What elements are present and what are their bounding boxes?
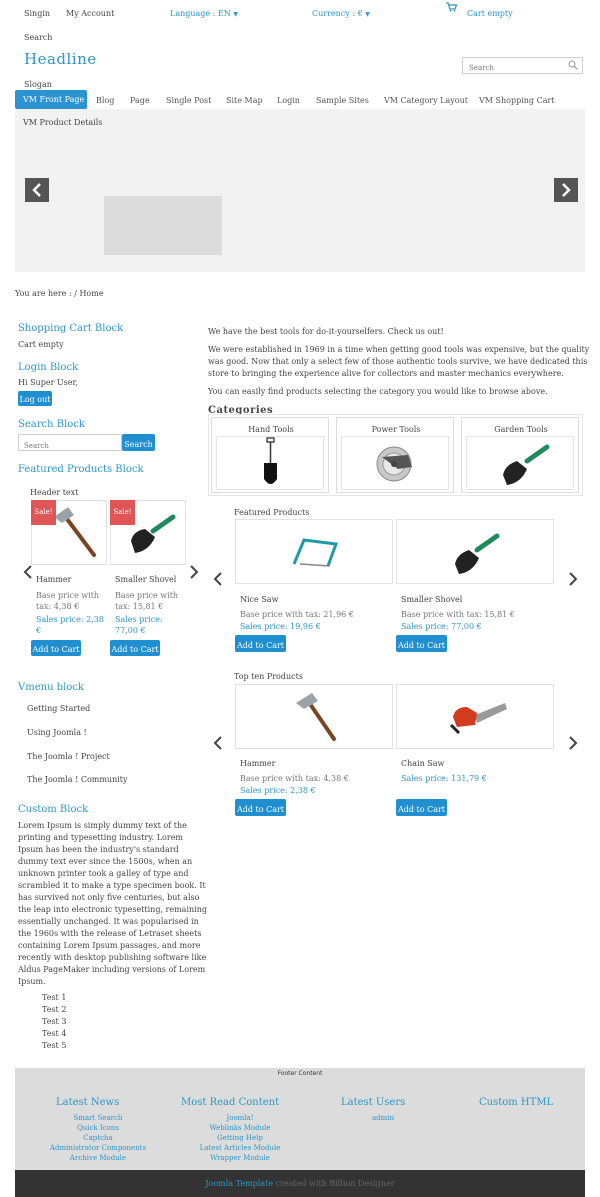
chevron-right-icon[interactable] — [188, 564, 200, 580]
test-list-item: Test 5 — [42, 1041, 67, 1050]
most-read-link[interactable]: Latest Articles Module — [199, 1144, 281, 1152]
credit-link[interactable]: Joomla Template — [205, 1179, 274, 1188]
credit-line — [0, 1179, 600, 1188]
sidebar-product-name[interactable]: Hammer — [36, 575, 72, 584]
custom-html-title: Custom HTML — [479, 1097, 554, 1108]
featured-header-text: Header text — [30, 488, 79, 497]
most-read-link[interactable]: Getting Help — [217, 1134, 263, 1142]
chevron-right-icon — [554, 178, 578, 202]
add-to-cart-button[interactable]: Add to Cart — [396, 635, 447, 652]
search-icon[interactable] — [568, 60, 578, 72]
language-label: Language : EN — [170, 9, 231, 18]
login-greeting: Hi Super User, — [18, 378, 79, 387]
latest-news-link[interactable]: Quick Icons — [77, 1124, 119, 1132]
custom-block-text: Lorem Ipsum is simply dummy text of the printing and typesetting industry. Lorem Ipsum has been the industry's standard dummy text ever since the 1500s, when an unknown printer took a galley of type and scrambled it to make a type specimen book. It has survived not only five centuries, but also the leap into electronic typesetting, remaining essentially unchanged. It was popularised in the 1960s with the release of Letraset sheets containing Lorem Ipsum passages, and more recently with desktop publishing software like Aldus PageMaker including versions of Lorem Ipsum. — [18, 821, 207, 986]
sidebar-product-base-price: Base price with — [36, 591, 100, 600]
latest-news-link[interactable]: Smart Search — [73, 1114, 123, 1122]
nav-item-login[interactable]: Login — [277, 96, 300, 105]
custom-block-title: Custom Block — [18, 804, 89, 815]
breadcrumb-prefix: You are here : — [15, 289, 72, 298]
add-to-cart-button[interactable]: Add to Cart — [396, 799, 447, 816]
chevron-left-icon — [25, 178, 49, 202]
sidebar-product-sales-price-2: € — [36, 626, 42, 635]
cart-status-link[interactable]: Cart empty — [467, 9, 513, 18]
latest-news-link[interactable]: Captcha — [83, 1134, 113, 1142]
cart-icon[interactable] — [446, 2, 457, 14]
featured-products-block-title: Featured Products Block — [18, 464, 144, 475]
category-image — [466, 436, 574, 490]
shopping-cart-block-title: Shopping Cart Block — [18, 323, 124, 334]
sidebar-product-base-price-2: tax: 4,38 € — [36, 602, 80, 611]
category-image — [341, 436, 449, 490]
credit-text: created with Billion Designer — [275, 1179, 395, 1188]
chevron-left-icon[interactable] — [212, 735, 224, 751]
latest-news-title: Latest News — [56, 1097, 120, 1108]
vmenu-item-joomla-project[interactable]: The Joomla ! Project — [27, 752, 110, 761]
product-image-chain-saw[interactable] — [396, 684, 554, 749]
most-read-link[interactable]: Joomla! — [226, 1114, 254, 1122]
test-list-item: Test 1 — [42, 993, 67, 1002]
sidebar-product-base-price: Base price with — [115, 591, 179, 600]
test-list-item: Test 4 — [42, 1029, 67, 1038]
category-garden-tools[interactable] — [461, 417, 579, 493]
signin-link[interactable]: Singin — [24, 9, 51, 18]
sidebar-product-sales-price-2: 77,00 € — [115, 626, 146, 635]
logout-button[interactable]: Log out — [18, 391, 52, 406]
product-image-hammer[interactable] — [235, 684, 393, 749]
image-slider — [15, 109, 585, 272]
nav-item-vm-shopping-cart[interactable]: VM Shopping Cart — [479, 96, 555, 105]
product-sales-price: Sales price: 19,96 € — [240, 622, 321, 631]
cart-block-text: Cart empty — [18, 340, 64, 349]
add-to-cart-button[interactable]: Add to Cart — [235, 799, 286, 816]
sidebar-add-to-cart-button[interactable]: Add to Cart — [110, 640, 160, 656]
product-name[interactable]: Hammer — [240, 759, 276, 768]
currency-label: Currency : € — [312, 9, 363, 18]
language-selector[interactable] — [170, 9, 238, 18]
add-to-cart-button[interactable]: Add to Cart — [235, 635, 286, 652]
breadcrumb — [15, 289, 104, 298]
sidebar-search-button[interactable]: Search — [122, 434, 155, 451]
product-image-nice-saw[interactable] — [235, 519, 393, 584]
chainsaw-icon — [397, 685, 555, 750]
caret-down-icon: ▼ — [365, 11, 370, 18]
product-name[interactable]: Nice Saw — [240, 595, 279, 604]
currency-selector[interactable] — [312, 9, 370, 18]
product-sales-price: Sales price: 2,38 € — [240, 786, 316, 795]
vmenu-block-title: Vmenu block — [18, 682, 84, 693]
most-read-link[interactable]: Wrapper Module — [210, 1154, 270, 1162]
header-search-field[interactable] — [462, 57, 583, 74]
latest-users-link[interactable]: admin — [371, 1114, 395, 1122]
slider-next-button[interactable] — [554, 178, 578, 202]
nav-item-site-map[interactable]: Site Map — [226, 96, 263, 105]
shovel-icon — [397, 520, 555, 585]
category-label: Power Tools — [371, 425, 421, 434]
sidebar-search-input[interactable] — [18, 434, 122, 451]
latest-news-link[interactable]: Administrator Components — [49, 1144, 147, 1152]
product-base-price: Base price with tax: 21,96 € — [240, 610, 354, 619]
product-name[interactable]: Chain Saw — [401, 759, 445, 768]
intro-paragraph-2-line-3: store to bringing the experience alive for collectors and master mechanics everywhere. — [208, 369, 564, 378]
circular-saw-icon — [342, 437, 450, 491]
intro-paragraph-3: You can easily find products selecting the category you would like to browse above. — [208, 387, 548, 396]
sidebar-product-sales-price: Sales price: — [115, 615, 163, 624]
chevron-left-icon[interactable] — [212, 571, 224, 587]
product-base-price: Base price with tax: 15,81 € — [401, 610, 515, 619]
site-slogan: Slogan — [24, 80, 52, 89]
my-account-link[interactable]: My Account — [66, 9, 115, 18]
category-image — [216, 436, 324, 490]
login-block-title: Login Block — [18, 362, 79, 373]
test-list-item: Test 2 — [42, 1005, 67, 1014]
sale-badge: Sale! — [110, 500, 135, 525]
nav-item-page[interactable]: Page — [130, 96, 150, 105]
slider-image-placeholder — [104, 196, 222, 255]
category-hand-tools[interactable] — [211, 417, 329, 493]
shovel-icon — [467, 437, 575, 491]
product-name[interactable]: Smaller Shovel — [401, 595, 463, 604]
search-label: Search — [24, 33, 53, 42]
sidebar-add-to-cart-button[interactable]: Add to Cart — [31, 640, 81, 656]
caret-down-icon: ▼ — [233, 11, 238, 18]
hacksaw-icon — [236, 520, 394, 585]
slider-prev-button[interactable] — [25, 178, 49, 202]
sidebar-product-name[interactable]: Smaller Shovel — [115, 575, 177, 584]
sidebar-product-base-price-2: tax: 15,81 € — [115, 602, 164, 611]
category-power-tools[interactable] — [336, 417, 454, 493]
nav-item-single-post[interactable]: Single Post — [166, 96, 212, 105]
category-label: Garden Tools — [494, 425, 548, 434]
hammer-icon — [236, 685, 394, 750]
nav-item-vm-category-layout[interactable]: VM Category Layout — [384, 96, 468, 105]
product-base-price: Base price with tax: 4,38 € — [240, 774, 349, 783]
breadcrumb-home[interactable]: Home — [79, 289, 104, 298]
most-read-link[interactable]: Weblinks Module — [209, 1124, 271, 1132]
nav-item-vm-product-details[interactable]: VM Product Details — [23, 118, 103, 127]
header-search-input[interactable]: Search — [469, 64, 494, 72]
sale-badge: Sale! — [31, 500, 56, 525]
product-sales-price: Sales price: 131,79 € — [401, 774, 487, 783]
nav-item-label: VM Front Page — [23, 95, 85, 104]
most-read-title: Most Read Content — [181, 1097, 280, 1108]
vmenu-item-getting-started[interactable]: Getting Started — [27, 704, 91, 713]
nav-item-blog[interactable]: Blog — [96, 96, 115, 105]
intro-paragraph-2-line-1: We were established in 1969 in a time when getting good tools was expensive, but the quality — [208, 345, 590, 354]
footer-content-label: Footer Content — [277, 1070, 323, 1077]
breadcrumb-separator: / — [74, 289, 77, 298]
product-image-smaller-shovel[interactable] — [396, 519, 554, 584]
chevron-right-icon[interactable] — [567, 571, 579, 587]
intro-paragraph-1: We have the best tools for do-it-yourselfers. Check us out! — [208, 327, 444, 336]
test-list-item: Test 3 — [42, 1017, 67, 1026]
product-sales-price: Sales price: 77,00 € — [401, 622, 482, 631]
nav-item-sample-sites[interactable]: Sample Sites — [316, 96, 369, 105]
vmenu-item-using-joomla[interactable]: Using Joomla ! — [27, 728, 87, 737]
sidebar-product-sales-price: Sales price: 2,38 — [36, 615, 104, 624]
featured-products-title: Featured Products — [234, 508, 310, 517]
latest-news-link[interactable]: Archive Module — [69, 1154, 127, 1162]
category-label: Hand Tools — [248, 425, 294, 434]
latest-users-title: Latest Users — [341, 1097, 406, 1108]
top-ten-products-title: Top ten Products — [234, 672, 303, 681]
site-headline[interactable]: Headline — [24, 50, 97, 68]
intro-paragraph-2-line-2: was good. Now that only a select few of those authentic tools survive, we have dedicated this — [208, 357, 588, 366]
vmenu-item-joomla-community[interactable]: The Joomla ! Community — [27, 775, 128, 784]
sidebar-search-placeholder: Search — [24, 442, 49, 450]
nav-item-vm-front-page[interactable] — [15, 90, 87, 109]
chevron-left-icon[interactable] — [22, 564, 34, 580]
chevron-right-icon[interactable] — [567, 735, 579, 751]
categories-title: Categories — [208, 405, 274, 416]
search-block-title: Search Block — [18, 419, 85, 430]
spade-icon — [217, 437, 325, 491]
